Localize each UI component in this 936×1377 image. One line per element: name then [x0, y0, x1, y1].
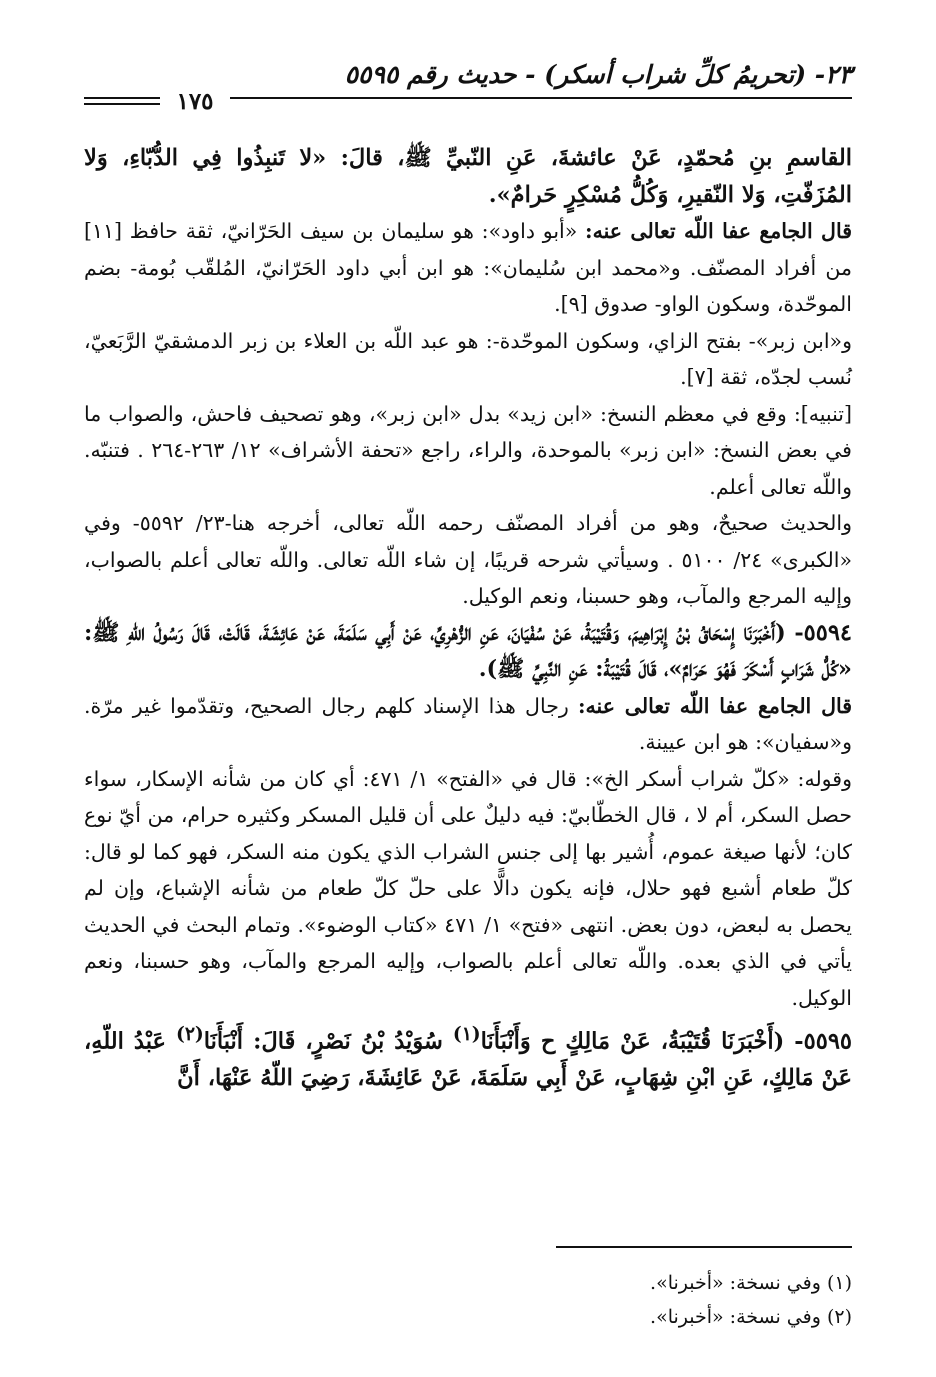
footnote-1: (١) وفي نسخة: «أخبرنا». — [650, 1272, 852, 1294]
running-title: ٢٣- (تحريمُ كلِّ شراب أسكر) - حديث رقم ٥٥٩٥ — [344, 60, 852, 89]
commentary-note: [تنبيه]: وقع في معظم النسخ: «ابن زيد» بدل «ابن زبر»، وهو تصحيف فاحش، والصواب ما في بعض النسخ: «ابن زبر» بالموحدة، والراء، راجع «تحفة الأشراف» ١٢/ ٢٦٣-٢٦٤ . فتنبّه. واللّه تعالى أعلم. — [84, 401, 852, 499]
commentary-narrators — [84, 213, 852, 323]
hadith-5594: ٥٥٩٤- (أَخْبَرَنَا إِسْحَاقُ بْنُ إِبْرَاهِيمَ، وَقُتَيْبَةُ، عَنْ سُفْيَانَ، عَنِ الزُّهْرِيِّ، عَنْ أَبِي سَلَمَةَ، عَنْ عَائِشَةَ، قَالَتْ، قَالَ رَسُولُ اللّهِ ﷺ: «كُلُّ شَرَابٍ أَسْكَرَ فَهُوَ حَرَامٌ»، قَالَ قُتَيْبَةُ: عَنِ النَّبِيِّ ﷺ). — [84, 619, 852, 682]
page-number: ١٧٥ — [176, 88, 214, 115]
compiler-lead: قال الجامع عفا اللّه تعالى عنه: — [585, 219, 852, 243]
commentary-text: رجال هذا الإسناد كلهم رجال الصحيح، وتقدّموا غير مرّة. و«سفيان»: هو ابن عيينة. — [84, 693, 852, 754]
footnote-rule — [556, 1246, 852, 1248]
hadith-text: عَبْدُ اللّهِ، عَنْ مَالِكٍ، عَنِ ابْنِ شِهَابٍ، عَنْ أَبِي سَلَمَةَ، عَنْ عَائِشَةَ، رَضِيَ اللّهُ عَنْهَا، أَنَّ — [84, 1028, 852, 1091]
hadith-5593-continuation: القاسمِ بنِ مُحمّدٍ، عَنْ عائشةَ، عَنِ النّبيِّ ﷺ، قالَ: «لا تَنبِذُوا فِي الدُّبّاءِ، وَلا المُزَفّتِ، وَلا النّقيرِ، وَكُلُّ مُسْكِرٍ حَرامٌ». — [84, 145, 852, 208]
main-text — [84, 140, 852, 1097]
header-rule-upper — [84, 97, 160, 99]
commentary-text: «أبو داود»: هو سليمان بن سيف الحَرّانيّ، ثقة حافظ [١١] من أفراد المصنّف. و«محمد ابن سُليمان»: هو ابن أبي داود الحَرّانيّ، المُلقّب بُومة- بضم الموحّدة، وسكون الواو- صدوق [٩]. — [84, 219, 852, 316]
commentary-ibn-zabr: و«ابن زبر»- بفتح الزاي، وسكون الموحّدة-: هو عبد اللّه بن العلاء بن زبر الدمشقيّ الرَّبَعيّ، نُسب لجدّه، ثقة [٧]. — [84, 328, 852, 389]
footnotes — [84, 1266, 852, 1334]
hadith-5595 — [84, 1016, 852, 1097]
footnote-ref-1: (١) — [452, 1023, 481, 1045]
header-rule-lower — [84, 103, 160, 105]
hadith-text: سُوَيْدُ بْنُ نَصْرٍ، قَالَ: أَنْبَأَنَا — [203, 1028, 453, 1055]
footnote-ref-2: (٢) — [175, 1023, 204, 1045]
header-rule — [230, 97, 852, 99]
commentary-isnad — [84, 688, 852, 761]
commentary-authentication: والحديث صحيحٌ، وهو من أفراد المصنّف رحمه اللّه تعالى، أخرجه هنا-٢٣/ ٥٥٩٢- وفي «الكبرى» ٢٤/ ٥١٠٠ . وسيأتي شرحه قريبًا، إن شاء اللّه تعالى. واللّه تعالى أعلم بالصواب، وإليه المرجع والمآب، وهو حسبنا، ونعم الوكيل. — [84, 511, 852, 608]
commentary-explanation: وقوله: «كلّ شراب أسكر الخ»: قال في «الفتح» ١/ ٤٧١: أي كان من شأنه الإسكار، سواء حصل السكر، أم لا ، قال الخطّابيّ: فيه دليلٌ على أن قليل المسكر وكثيره حرام، من أيّ نوع كان؛ لأنها صيغة عموم، أُشير بها إلى جنس الشراب الذي يكون منه السكر، فهو كما لو قال: كلّ طعام أشبع فهو حلال، فإنه يكون دالًّا على حلّ كلّ طعام من شأنه الإشباع، وإن لم يحصل به لبعض، دون بعض. انتهى «فتح» ١/ ٤٧١ «كتاب الوضوء». وتمام البحث في الحديث يأتي في الذي بعده. واللّه تعالى أعلم بالصواب، وإليه المرجع والمآب، وهو حسبنا، ونعم الوكيل. — [84, 766, 852, 1010]
hadith-text: ٥٥٩٥- (أَخْبَرَنَا قُتَيْبَةُ، عَنْ مَالِكٍ ح وَأَنْبَأَنَا — [480, 1028, 852, 1055]
footnote-2: (٢) وفي نسخة: «أخبرنا». — [650, 1306, 852, 1328]
compiler-lead: قال الجامع عفا اللّه تعالى عنه: — [577, 693, 853, 718]
